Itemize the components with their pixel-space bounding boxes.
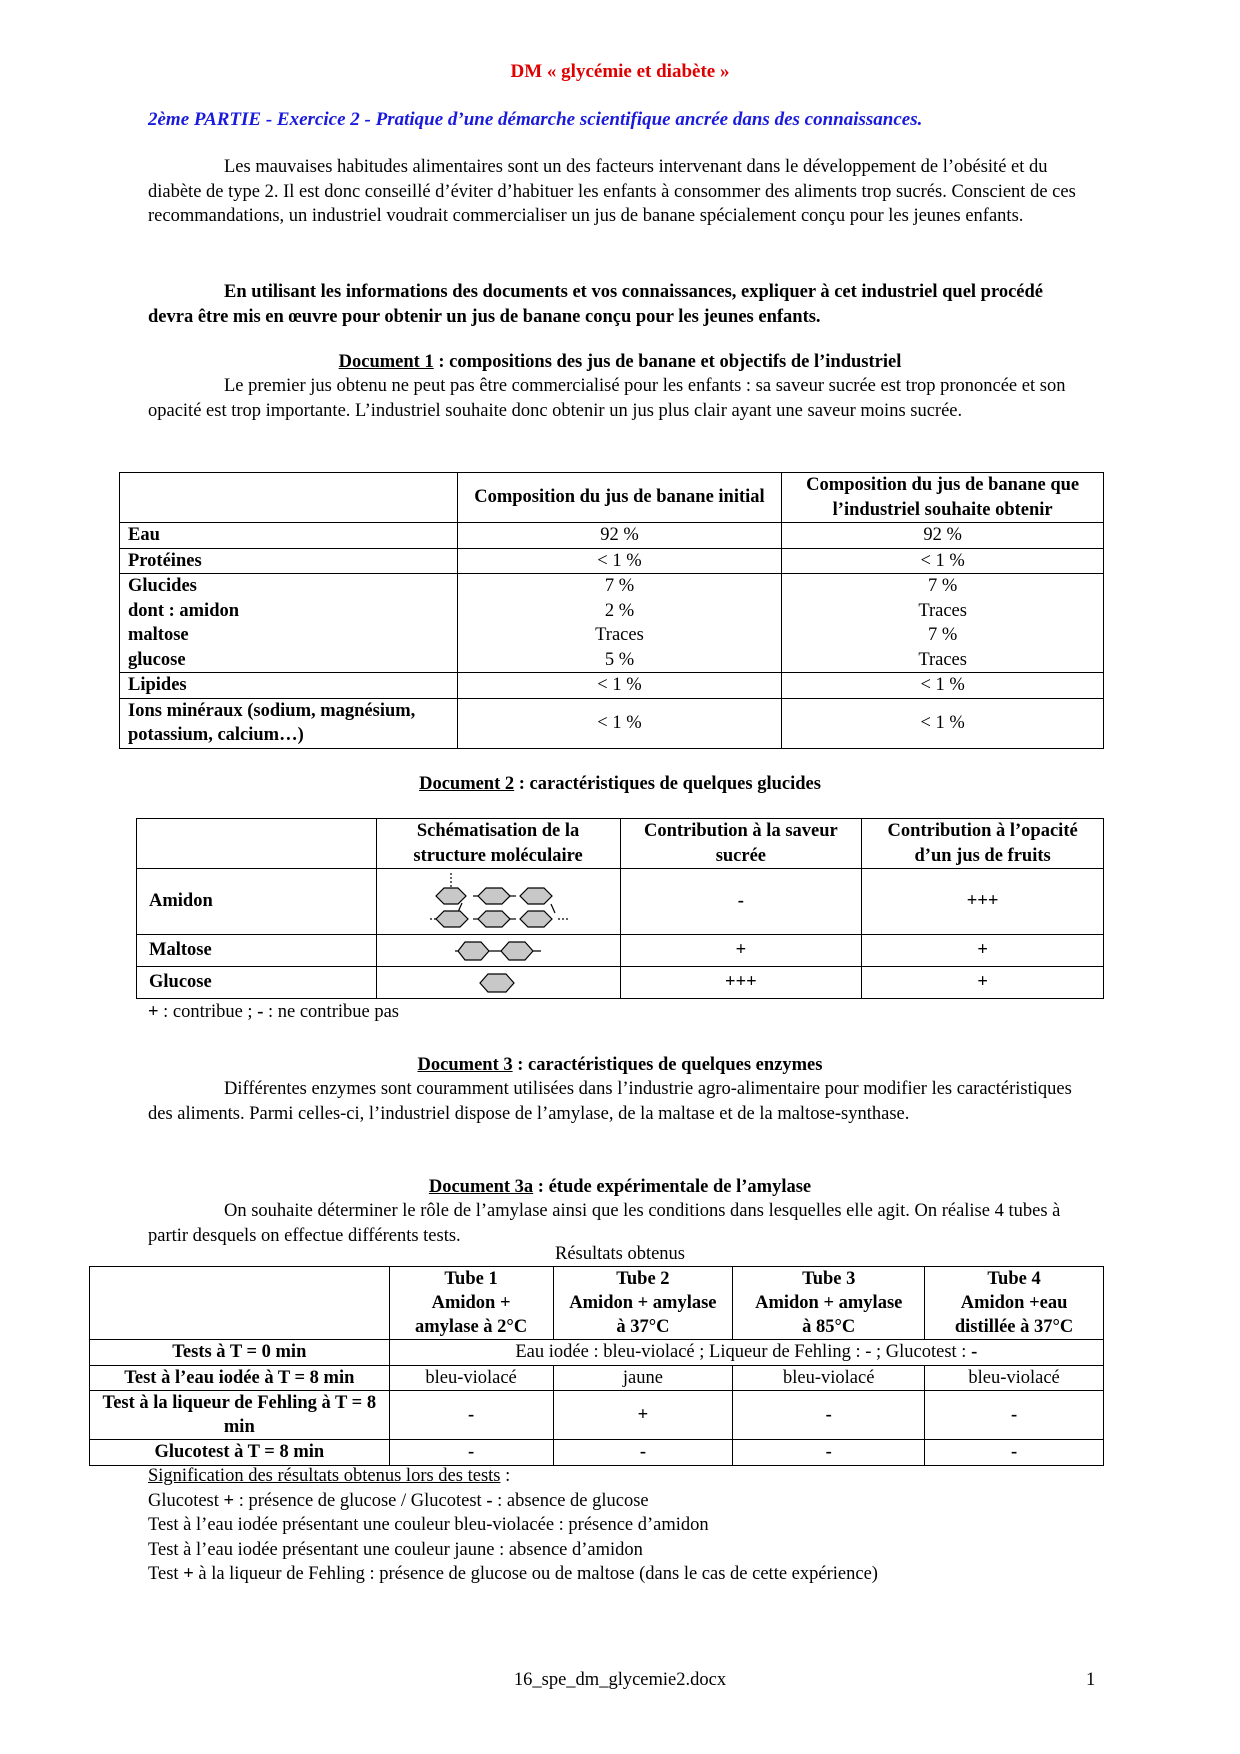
fehling-tube-3: - (733, 1391, 925, 1440)
footer-filename: 16_spe_dm_glycemie2.docx (513, 1670, 727, 1690)
row-label-amidon: Amidon (137, 869, 377, 935)
cell-initial: 5 % (604, 649, 635, 670)
t0-glucotest-dash: - (971, 1342, 978, 1362)
question-text: En utilisant les informations des documents et vos connaissances, expliquer à cet industriel quel procédé devra être mis en œuvre pour obtenir un jus de banane conçu pour les jeunes enfants. (148, 282, 1044, 327)
sig-colon: : (500, 1466, 511, 1486)
sig1-minus: - (486, 1490, 493, 1511)
cell-target: Traces (918, 600, 967, 621)
cell-initial: 7 % (604, 576, 635, 596)
row-label-eau: Eau (120, 523, 458, 549)
amidon-structure-cell (376, 869, 620, 935)
glucose-sweetness: +++ (620, 967, 862, 999)
glucose-opacity: + (862, 967, 1104, 999)
sig4-plus: + (183, 1564, 194, 1584)
iode-tube-1: bleu-violacé (389, 1365, 553, 1391)
table-row (90, 1391, 1104, 1440)
tube-2-name: Tube 2 (616, 1269, 670, 1289)
header-opacity: Contribution à l’opacité d’un jus de fruits (862, 819, 1104, 869)
doc3a-title: : étude expérimentale de l’amylase (533, 1177, 812, 1197)
exercise-subtitle: 2ème PARTIE - Exercice 2 - Pratique d’une démarche scientifique ancrée dans des connaissances. (148, 109, 923, 130)
sig-line-2: Test à l’eau iodée présentant une couleur bleu-violacée : présence d’amidon (148, 1515, 709, 1535)
row-label-lipides: Lipides (120, 673, 458, 699)
cell-initial: 92 % (457, 523, 782, 549)
row-label-glucides-group (120, 574, 458, 673)
table-row (137, 935, 1104, 967)
doc3a-paragraph (148, 1199, 1094, 1248)
cell-target: < 1 % (782, 698, 1104, 748)
tube-1-name: Tube 1 (444, 1269, 498, 1289)
table-row (137, 967, 1104, 999)
sig4-text-c: à la liqueur de Fehling : présence de glucose ou de maltose (dans le cas de cette expérience) (193, 1564, 878, 1584)
doc2-title: : caractéristiques de quelques glucides (514, 774, 821, 794)
row-label-glucose: Glucose (137, 967, 377, 999)
amidon-structure-icon (418, 871, 578, 933)
doc1-label: Document 1 (338, 352, 434, 372)
tube-2-line1: Amidon + amylase (569, 1293, 717, 1313)
gluco-tube-1: - (389, 1440, 553, 1466)
table-header-row (137, 819, 1104, 869)
legend-plus: + (148, 1002, 159, 1022)
cell-target: < 1 % (782, 673, 1104, 699)
glucose-structure-icon (476, 971, 520, 995)
table-row (120, 574, 1104, 673)
doc1-text: Le premier jus obtenu ne peut pas être commercialisé pour les enfants : sa saveur sucrée est trop prononcée et son opacité est trop importante. L’industriel souhaite donc obtenir un jus plus clair ayant une saveur moins sucrée. (148, 376, 1066, 421)
header-empty-cell (137, 819, 377, 869)
tube-4-name: Tube 4 (987, 1269, 1041, 1289)
fehling-tube-2: + (553, 1391, 733, 1440)
sig1-plus: + (223, 1490, 235, 1511)
legend-plus-text: : contribue ; (158, 1002, 258, 1022)
sig4-text-a: Test (148, 1564, 184, 1584)
header-initial: Composition du jus de banane initial (457, 473, 782, 523)
sig1-text-e: : absence de glucose (492, 1490, 649, 1511)
tube-2-line2: à 37°C (616, 1317, 670, 1337)
header-target: Composition du jus de banane que l’industriel souhaite obtenir (782, 473, 1104, 523)
header-tube-2 (553, 1267, 733, 1340)
t0-results (389, 1340, 1103, 1366)
amidon-opacity: +++ (862, 869, 1104, 935)
results-meaning (148, 1464, 878, 1587)
doc1-composition-table (119, 472, 1104, 749)
maltose-structure-cell (376, 935, 620, 967)
iode-tube-3: bleu-violacé (733, 1365, 925, 1391)
doc3a-label: Document 3a (428, 1177, 534, 1197)
legend-minus-text: : ne contribue pas (263, 1002, 399, 1022)
doc2-legend (148, 1000, 399, 1025)
header-sweetness: Contribution à la saveur sucrée (620, 819, 862, 869)
doc1-paragraph (148, 374, 1078, 423)
t0-results-text: Eau iodée : bleu-violacé ; Liqueur de Fehling : - ; Glucotest : (515, 1342, 972, 1362)
cell-target: 7 % (928, 625, 958, 645)
sig-line-3: Test à l’eau iodée présentant une couleur jaune : absence d’amidon (148, 1539, 643, 1560)
tube-3-line2: à 85°C (802, 1317, 856, 1337)
doc1-heading (0, 350, 1240, 375)
sig-title: Signification des résultats obtenus lors des tests (148, 1466, 501, 1486)
maltose-opacity: + (862, 935, 1104, 967)
tube-3-line1: Amidon + amylase (755, 1293, 903, 1313)
fehling-tube-4: - (925, 1391, 1104, 1440)
doc3-paragraph (148, 1077, 1078, 1126)
fehling-tube-1: - (389, 1391, 553, 1440)
doc3a-text: On souhaite déterminer le rôle de l’amylase ainsi que les conditions dans lesquelles elle agit. On réalise 4 tubes à partir desquels on effectue différents tests. (148, 1201, 1061, 1246)
iode-tube-4: bleu-violacé (925, 1365, 1104, 1391)
row-label-amidon: dont : amidon (128, 600, 240, 621)
cell-target: < 1 % (782, 548, 1104, 574)
table-row (120, 548, 1104, 574)
row-label-proteines: Protéines (120, 548, 458, 574)
doc2-glucides-table (136, 818, 1104, 999)
doc3-label: Document 3 (417, 1055, 513, 1075)
cell-target: 7 % (928, 576, 958, 596)
doc3-title: : caractéristiques de quelques enzymes (512, 1055, 823, 1075)
amidon-sweetness: - (620, 869, 862, 935)
row-label-fehling: Test à la liqueur de Fehling à T = 8 min (90, 1391, 390, 1440)
tube-4-line2: distillée à 37°C (954, 1317, 1074, 1337)
header-tube-4 (925, 1267, 1104, 1340)
table-row (90, 1440, 1104, 1466)
gluco-tube-3: - (733, 1440, 925, 1466)
table-row (120, 673, 1104, 699)
table-row (90, 1340, 1104, 1366)
table-row (137, 869, 1104, 935)
row-label-glucotest: Glucotest à T = 8 min (90, 1440, 390, 1466)
gluco-tube-2: - (553, 1440, 733, 1466)
row-label-maltose: Maltose (137, 935, 377, 967)
cell-initial: < 1 % (457, 673, 782, 699)
row-label-maltose: maltose (128, 625, 189, 645)
glucose-structure-cell (376, 967, 620, 999)
intro-text: Les mauvaises habitudes alimentaires sont un des facteurs intervenant dans le développement de l’obésité et du diabète de type 2. Il est donc conseillé d’éviter d’habituer les enfants à consommer des aliments trop sucrés. Conscient de ces recommandations, un industriel voudrait commercialiser un jus de banane spécialement conçu pour les jeunes enfants. (148, 157, 1076, 226)
tube-1-line2: amylase à 2°C (414, 1317, 528, 1337)
iode-tube-2: jaune (553, 1365, 733, 1391)
results-caption: Résultats obtenus (554, 1244, 685, 1264)
row-label-iode: Test à l’eau iodée à T = 8 min (90, 1365, 390, 1391)
intro-paragraph (148, 155, 1078, 229)
sig-line-1 (148, 1489, 878, 1514)
doc3a-results-table (89, 1266, 1104, 1466)
header-empty-cell (90, 1267, 390, 1340)
tube-4-line1: Amidon +eau (960, 1293, 1068, 1313)
cell-initial: 2 % (604, 600, 635, 621)
gluco-tube-4: - (925, 1440, 1104, 1466)
table-header-row (90, 1267, 1104, 1340)
doc2-label: Document 2 (419, 774, 515, 794)
doc3a-heading (0, 1175, 1240, 1200)
table-row (120, 698, 1104, 748)
cell-initial: < 1 % (457, 698, 782, 748)
doc3-heading (0, 1053, 1240, 1078)
cell-target: 92 % (782, 523, 1104, 549)
doc1-title: : compositions des jus de banane et objectifs de l’industriel (433, 352, 902, 372)
tube-1-line1: Amidon + (431, 1293, 511, 1313)
doc3-text: Différentes enzymes sont couramment utilisées dans l’industrie agro-alimentaire pour modifier les caractéristiques des aliments. Parmi celles-ci, l’industriel dispose de l’amylase, de la maltase et de la maltose-synthase. (148, 1079, 1072, 1124)
table-row (90, 1365, 1104, 1391)
header-structure: Schématisation de la structure moléculaire (376, 819, 620, 869)
table-header-row (120, 473, 1104, 523)
doc2-heading (0, 772, 1240, 797)
cell-target-group (782, 574, 1104, 673)
maltose-sweetness: + (620, 935, 862, 967)
tube-3-name: Tube 3 (802, 1269, 856, 1289)
maltose-structure-icon (453, 939, 543, 963)
cell-target: Traces (918, 649, 967, 670)
row-label-glucides: Glucides (128, 576, 197, 596)
table-row (120, 523, 1104, 549)
row-label-ions: Ions minéraux (sodium, magnésium, potassium, calcium…) (120, 698, 458, 748)
footer-page-number: 1 (1086, 1670, 1096, 1690)
header-tube-3 (733, 1267, 925, 1340)
sig1-text-c: : présence de glucose / Glucotest (234, 1490, 487, 1511)
row-label-glucose: glucose (128, 649, 186, 670)
cell-initial: < 1 % (457, 548, 782, 574)
sig-line-4 (148, 1562, 878, 1587)
header-empty-cell (120, 473, 458, 523)
document-title: DM « glycémie et diabète » (510, 61, 730, 82)
sig1-text-a: Glucotest (148, 1490, 224, 1511)
header-tube-1 (389, 1267, 553, 1340)
legend-minus: - (257, 1002, 264, 1022)
row-label-t0: Tests à T = 0 min (90, 1340, 390, 1366)
sig-heading (148, 1464, 878, 1489)
cell-initial-group (457, 574, 782, 673)
cell-initial: Traces (595, 625, 644, 645)
